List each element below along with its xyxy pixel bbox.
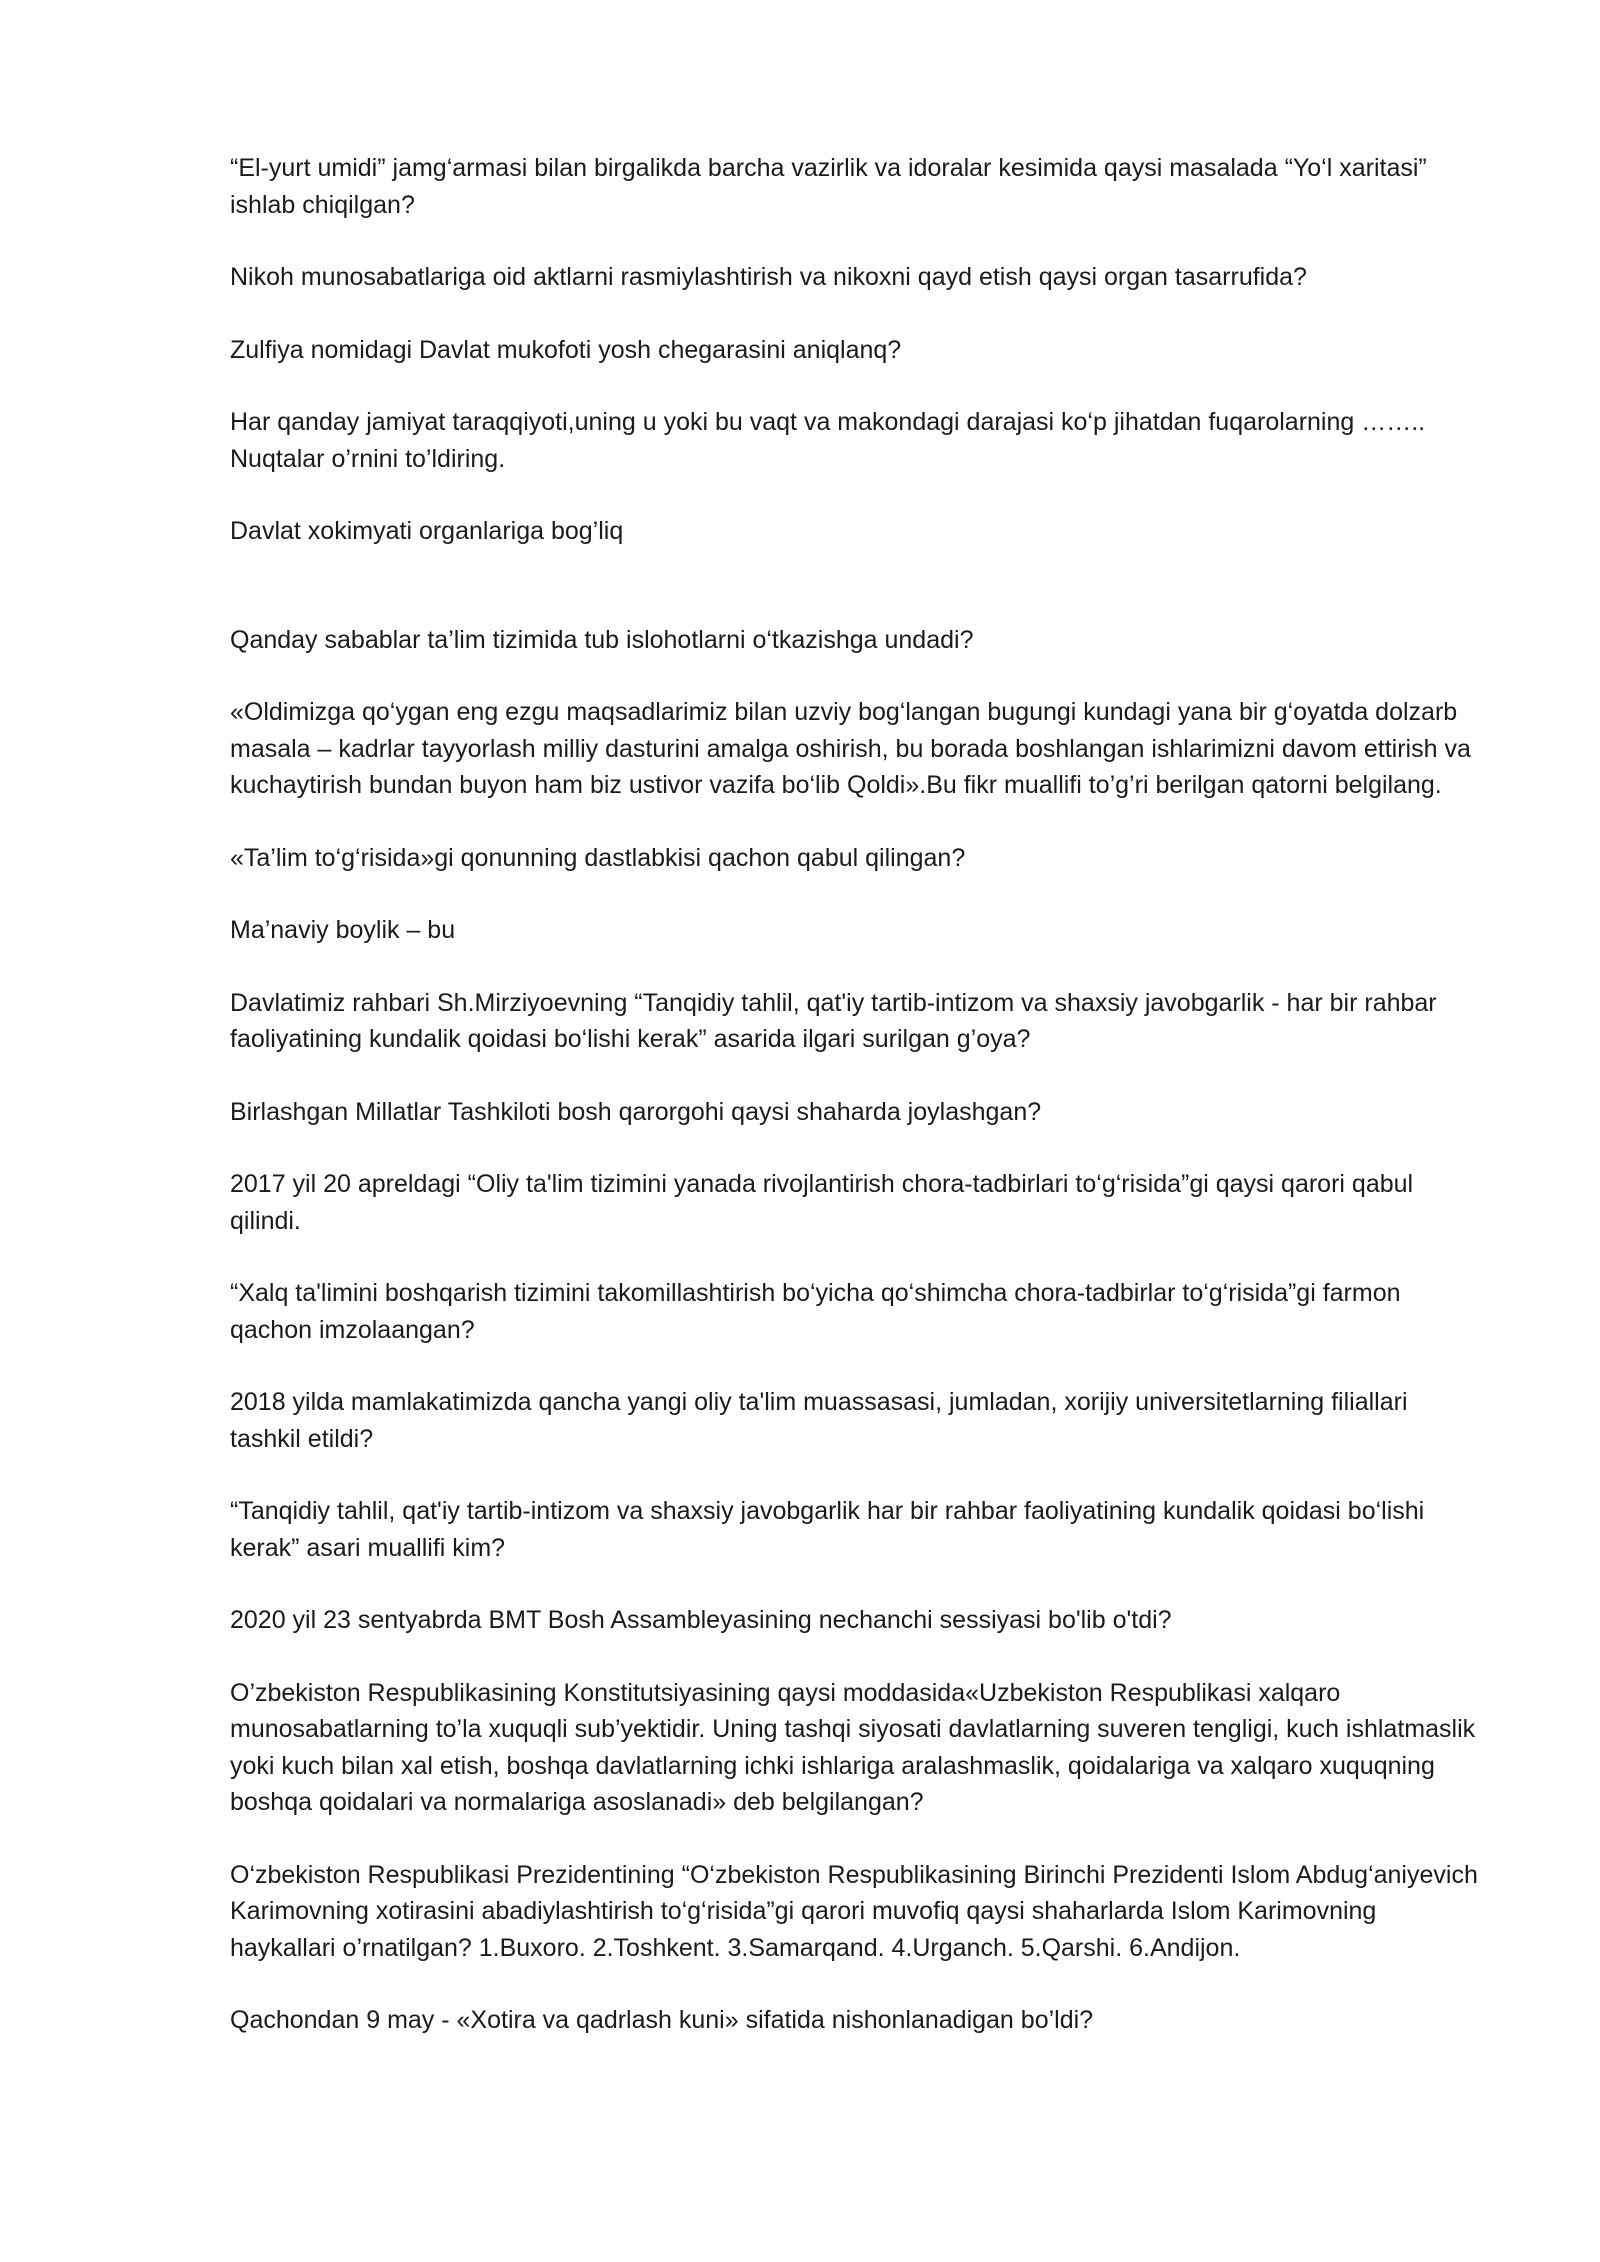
question-paragraph: «Oldimizga qo‘ygan eng ezgu maqsadlarimiz bilan uzviy bog‘langan bugungi kundagi yana bir g‘oyatda dolzarb masala – kadrlar tayyorlash milliy dasturini amalga oshirish, bu borada boshlangan ishlarimizni davom ettirish va kuchaytirish bundan buyon ham biz ustivor vazifa bo‘lib Qoldi».Bu fikr muallifi to’g’ri berilgan qatorni belgilang.: [230, 698, 1471, 799]
question-paragraph: “Xalq ta'limini boshqarish tizimini takomillashtirish bo‘yicha qo‘shimcha chora-tadbirlar to‘g‘risida”gi farmon qachon imzolaangan?: [230, 1279, 1401, 1344]
question-paragraph: Qanday sabablar ta’lim tizimida tub islohotlarni o‘tkazishga undadi?: [230, 625, 974, 654]
question-paragraph: «Ta’lim to‘g‘risida»gi qonunning dastlabkisi qachon qabul qilingan?: [230, 843, 966, 872]
question-paragraph: Davlat xokimyati organlariga bog’liq: [230, 517, 624, 545]
question-paragraph: Ma’naviy boylik – bu: [230, 916, 456, 944]
question-paragraph: O’zbekiston Respublikasining Konstitutsiyasining qaysi moddasida«Uzbekiston Respublikasi xalqaro munosabatlarning to’la xuquqli sub’yektidir. Uning tashqi siyosati davlatlarning suveren tengligi, kuch ishlatmaslik yoki kuch bilan xal etish, boshqa davlatlarning ichki ishlariga aralashmaslik, qoidalariga va xalqaro xuquqning boshqa qoidalari va normalariga asoslanadi» deb belgilangan?: [230, 1678, 1476, 1816]
question-paragraph: Zulfiya nomidagi Davlat mukofoti yosh chegarasini aniqlanq?: [230, 335, 902, 364]
question-paragraph: “El-yurt umidi” jamg‘armasi bilan birgalikda barcha vazirlik va idoralar kesimida qaysi masalada “Yo‘l xaritasi” ishlab chiqilgan?: [230, 154, 1427, 219]
question-paragraph: “Tanqidiy tahlil, qat'iy tartib-intizom va shaxsiy javobgarlik har bir rahbar faoliyatining kundalik qoidasi bo‘lishi kerak” asari muallifi kim?: [230, 1497, 1425, 1562]
document-body: [230, 150, 1480, 2075]
question-paragraph: Qachondan 9 may - «Xotira va qadrlash kuni» sifatida nishonlanadigan bo’ldi?: [230, 2006, 1094, 2034]
question-paragraph: 2020 yil 23 sentyabrda BMT Bosh Assambleyasining nechanchi sessiyasi bo'lib o'tdi?: [230, 1606, 1172, 1634]
question-paragraph: Davlatimiz rahbari Sh.Mirziyoevning “Tanqidiy tahlil, qat'iy tartib-intizom va shaxsiy javobgarlik - har bir rahbar faoliyatining kundalik qoidasi bo‘lishi kerak” asarida ilgari surilgan g’oya?: [230, 988, 1437, 1053]
question-paragraph: Har qanday jamiyat taraqqiyoti,uning u yoki bu vaqt va makondagi darajasi ko‘p jihatdan fuqarolarning …….. Nuqtalar o’rnini to’ldiring.: [230, 408, 1426, 473]
question-paragraph: Nikoh munosabatlariga oid aktlarni rasmiylashtirish va nikoxni qayd etish qaysi organ tasarrufida?: [230, 263, 1307, 291]
question-paragraph: O‘zbekiston Respublikasi Prezidentining “O‘zbekiston Respublikasining Birinchi Prezidenti Islom Abdug‘aniyevich Karimovning xotirasini abadiylashtirish to‘g‘risida”gi qarori muvofiq qaysi shaharlarda Islom Karimovning haykallari o’rnatilgan? 1.Buxoro. 2.Toshkent. 3.Samarqand. 4.Urganch. 5.Qarshi. 6.Andijon.: [230, 1860, 1478, 1962]
question-paragraph: 2018 yilda mamlakatimizda qancha yangi oliy ta'lim muassasasi, jumladan, xorijiy universitetlarning filiallari tashkil etildi?: [230, 1388, 1408, 1453]
question-paragraph: 2017 yil 20 apreldagi “Oliy ta'lim tizimini yanada rivojlantirish chora-tadbirlari to‘g‘risida”gi qaysi qarori qabul qilindi.: [230, 1170, 1414, 1235]
question-paragraph: Birlashgan Millatlar Tashkiloti bosh qarorgohi qaysi shaharda joylashgan?: [230, 1097, 1042, 1126]
